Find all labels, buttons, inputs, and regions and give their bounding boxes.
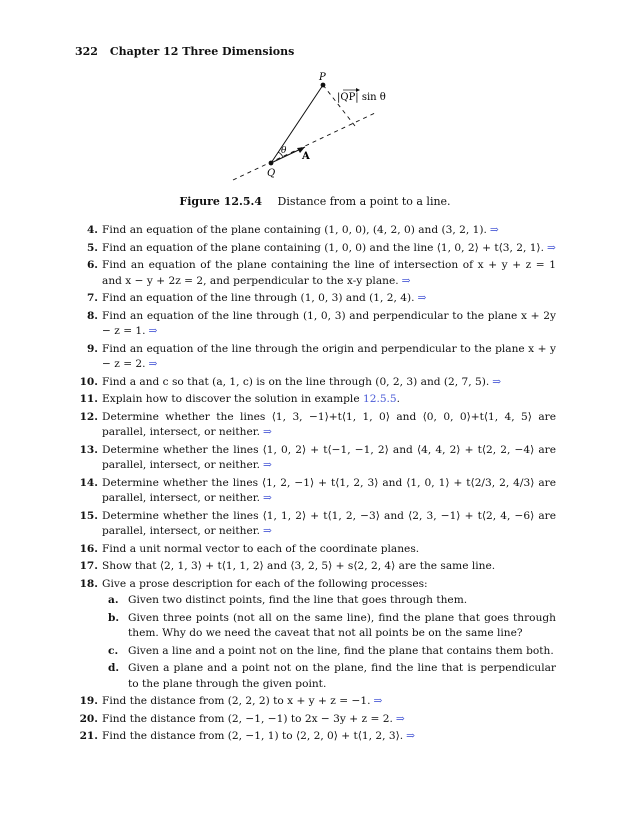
answer-link-arrow[interactable]: ⇒ xyxy=(546,241,556,254)
exercise-text: Determine whether the lines ⟨1, 3, −1⟩+t⟨1, 1, 0⟩ and ⟨0, 0, 0⟩+t⟨1, 4, 5⟩ are parallel, intersect, or neither. xyxy=(102,410,556,438)
exercise-text: Find the distance from (2, 2, 2) to x + y + z = −1. xyxy=(102,695,371,707)
exercise-13 xyxy=(80,443,556,474)
exercise-number: 9. xyxy=(86,342,98,355)
exercise-16 xyxy=(80,542,556,558)
exercise-9 xyxy=(80,342,556,373)
label-a: A xyxy=(302,151,310,162)
exercise-text: Find an equation of the line through (1, 0, 3) and perpendicular to the plane x + 2y − z = 1. xyxy=(102,309,556,337)
exercise-list xyxy=(80,223,556,747)
sub-text: Given a plane and a point not on the plane, find the line that is perpendicular to the plane through the given point. xyxy=(128,662,556,690)
exercise-4 xyxy=(80,223,556,239)
exercise-18 xyxy=(80,577,556,693)
sub-letter: d. xyxy=(108,662,120,674)
answer-link-arrow[interactable]: ⇒ xyxy=(263,492,272,504)
exercise-10 xyxy=(80,375,556,391)
exercise-12 xyxy=(80,410,556,441)
exercise-17 xyxy=(80,559,556,575)
sub-letter: a. xyxy=(108,594,119,606)
label-theta: θ xyxy=(281,146,287,156)
answer-link-arrow[interactable]: ⇒ xyxy=(263,459,272,471)
exercise-14 xyxy=(80,476,556,507)
exercise-number: 18. xyxy=(79,577,98,590)
answer-link-arrow[interactable]: ⇒ xyxy=(263,426,272,438)
exercise-number: 13. xyxy=(79,443,98,456)
exercise-text: Find an equation of the line through (1, 0, 3) and (1, 2, 4). xyxy=(102,292,415,304)
answer-link-arrow[interactable]: ⇒ xyxy=(489,224,499,236)
label-p: P xyxy=(319,72,326,83)
answer-link-arrow[interactable]: ⇒ xyxy=(148,325,158,337)
exercise-text: Find an equation of the plane containing (1, 0, 0) and the line ⟨1, 0, 2⟩ + t⟨3, 2, 1⟩. xyxy=(102,241,544,254)
sub-text: Given a line and a point not on the line, find the plane that contains them both. xyxy=(128,644,554,657)
sub-list xyxy=(102,593,556,692)
exercise-19 xyxy=(80,694,556,710)
exercise-number: 8. xyxy=(86,309,98,322)
figure-caption xyxy=(0,195,630,208)
exercise-number: 4. xyxy=(86,224,98,236)
exercise-8 xyxy=(80,309,556,340)
exercise-number: 19. xyxy=(79,695,98,707)
exercise-text: Find an equation of the plane containing the line of intersection of x + y + z = 1 and x − y + 2z = 2, and perpendicular to the x-y plane. xyxy=(102,259,556,287)
page-header xyxy=(75,45,294,58)
exercise-number: 15. xyxy=(79,509,98,522)
exercise-21 xyxy=(80,729,556,745)
exercise-number: 17. xyxy=(79,560,98,572)
answer-link-arrow[interactable]: ⇒ xyxy=(395,712,405,725)
sub-letter: b. xyxy=(108,611,120,624)
exercise-20 xyxy=(80,712,556,728)
figure-distance-point-line xyxy=(225,68,400,183)
exercise-number: 16. xyxy=(79,542,98,555)
figure-caption-text: Distance from a point to a line. xyxy=(277,195,451,208)
exercise-number: 14. xyxy=(79,476,98,489)
answer-link-arrow[interactable]: ⇒ xyxy=(373,695,383,707)
exercise-text: Find the distance from (2, −1, −1) to 2x − 3y + z = 2. xyxy=(102,712,393,725)
exercise-number: 12. xyxy=(79,410,98,423)
point-q xyxy=(269,161,274,166)
answer-link-arrow[interactable]: ⇒ xyxy=(406,730,416,742)
sub-letter: c. xyxy=(108,644,119,657)
figure-caption-label: Figure 12.5.4 xyxy=(179,195,262,208)
example-link[interactable]: 12.5.5 xyxy=(362,393,397,405)
exercise-text: Explain how to discover the solution in example xyxy=(102,393,360,405)
exercise-number: 21. xyxy=(79,730,98,742)
exercise-number: 6. xyxy=(86,259,98,271)
exercise-text: Show that ⟨2, 1, 3⟩ + t⟨1, 1, 2⟩ and ⟨3, 2, 5⟩ + s⟨2, 2, 4⟩ are the same line. xyxy=(102,560,496,572)
exercise-text: Give a prose description for each of the following processes: xyxy=(102,577,428,590)
exercise-7 xyxy=(80,291,556,307)
point-p xyxy=(321,83,326,88)
answer-link-arrow[interactable]: ⇒ xyxy=(492,375,502,388)
sub-item-a xyxy=(106,593,556,609)
exercise-text: Find a and c so that (a, 1, c) is on the line through (0, 2, 3) and (2, 7, 5). xyxy=(102,375,490,388)
sub-item-c xyxy=(106,644,556,660)
exercise-15 xyxy=(80,509,556,540)
chapter-title: Chapter 12 Three Dimensions xyxy=(109,45,295,58)
exercise-text: Find a unit normal vector to each of the coordinate planes. xyxy=(102,542,420,555)
sub-item-b xyxy=(106,611,556,642)
exercise-number: 10. xyxy=(79,375,98,388)
sub-text: Given three points (not all on the same line), find the plane that goes through them. Why do we need the caveat that not all points be on the same line? xyxy=(128,611,556,639)
sub-item-d xyxy=(106,661,556,692)
answer-link-arrow[interactable]: ⇒ xyxy=(401,274,411,287)
sub-text: Given two distinct points, find the line that goes through them. xyxy=(128,594,468,606)
exercise-number: 20. xyxy=(79,712,98,725)
page-number: 322 xyxy=(75,45,98,58)
exercise-text: Find the distance from (2, −1, 1) to ⟨2, 2, 0⟩ + t⟨1, 2, 3⟩. xyxy=(102,730,404,742)
answer-link-arrow[interactable]: ⇒ xyxy=(148,358,158,370)
exercise-5 xyxy=(80,241,556,257)
label-distance: |QP| sin θ xyxy=(337,92,386,103)
answer-link-arrow[interactable]: ⇒ xyxy=(263,525,272,537)
exercise-number: 7. xyxy=(86,292,98,304)
exercise-text: Find an equation of the plane containing (1, 0, 0), (4, 2, 0) and (3, 2, 1). xyxy=(102,224,487,236)
exercise-11 xyxy=(80,392,556,408)
exercise-number: 11. xyxy=(79,393,98,405)
exercise-text: Determine whether the lines ⟨1, 0, 2⟩ + t⟨−1, −1, 2⟩ and ⟨4, 4, 2⟩ + t⟨2, 2, −4⟩ are parallel, intersect, or neither. xyxy=(102,443,556,471)
exercise-text-end: . xyxy=(396,393,401,405)
exercise-6 xyxy=(80,258,556,289)
exercise-text: Find an equation of the line through the origin and perpendicular to the plane x + y − z = 2. xyxy=(102,342,556,370)
exercise-text: Determine whether the lines ⟨1, 1, 2⟩ + t⟨1, 2, −3⟩ and ⟨2, 3, −1⟩ + t⟨2, 4, −6⟩ are parallel, intersect, or neither. xyxy=(102,509,556,537)
line-dashed xyxy=(233,113,375,180)
answer-link-arrow[interactable]: ⇒ xyxy=(417,292,427,304)
exercise-text: Determine whether the lines ⟨1, 2, −1⟩ + t⟨1, 2, 3⟩ and ⟨1, 0, 1⟩ + t⟨2/3, 2, 4/3⟩ are parallel, intersect, or neither. xyxy=(102,476,556,504)
exercise-number: 5. xyxy=(86,241,98,254)
label-q: Q xyxy=(267,168,276,179)
